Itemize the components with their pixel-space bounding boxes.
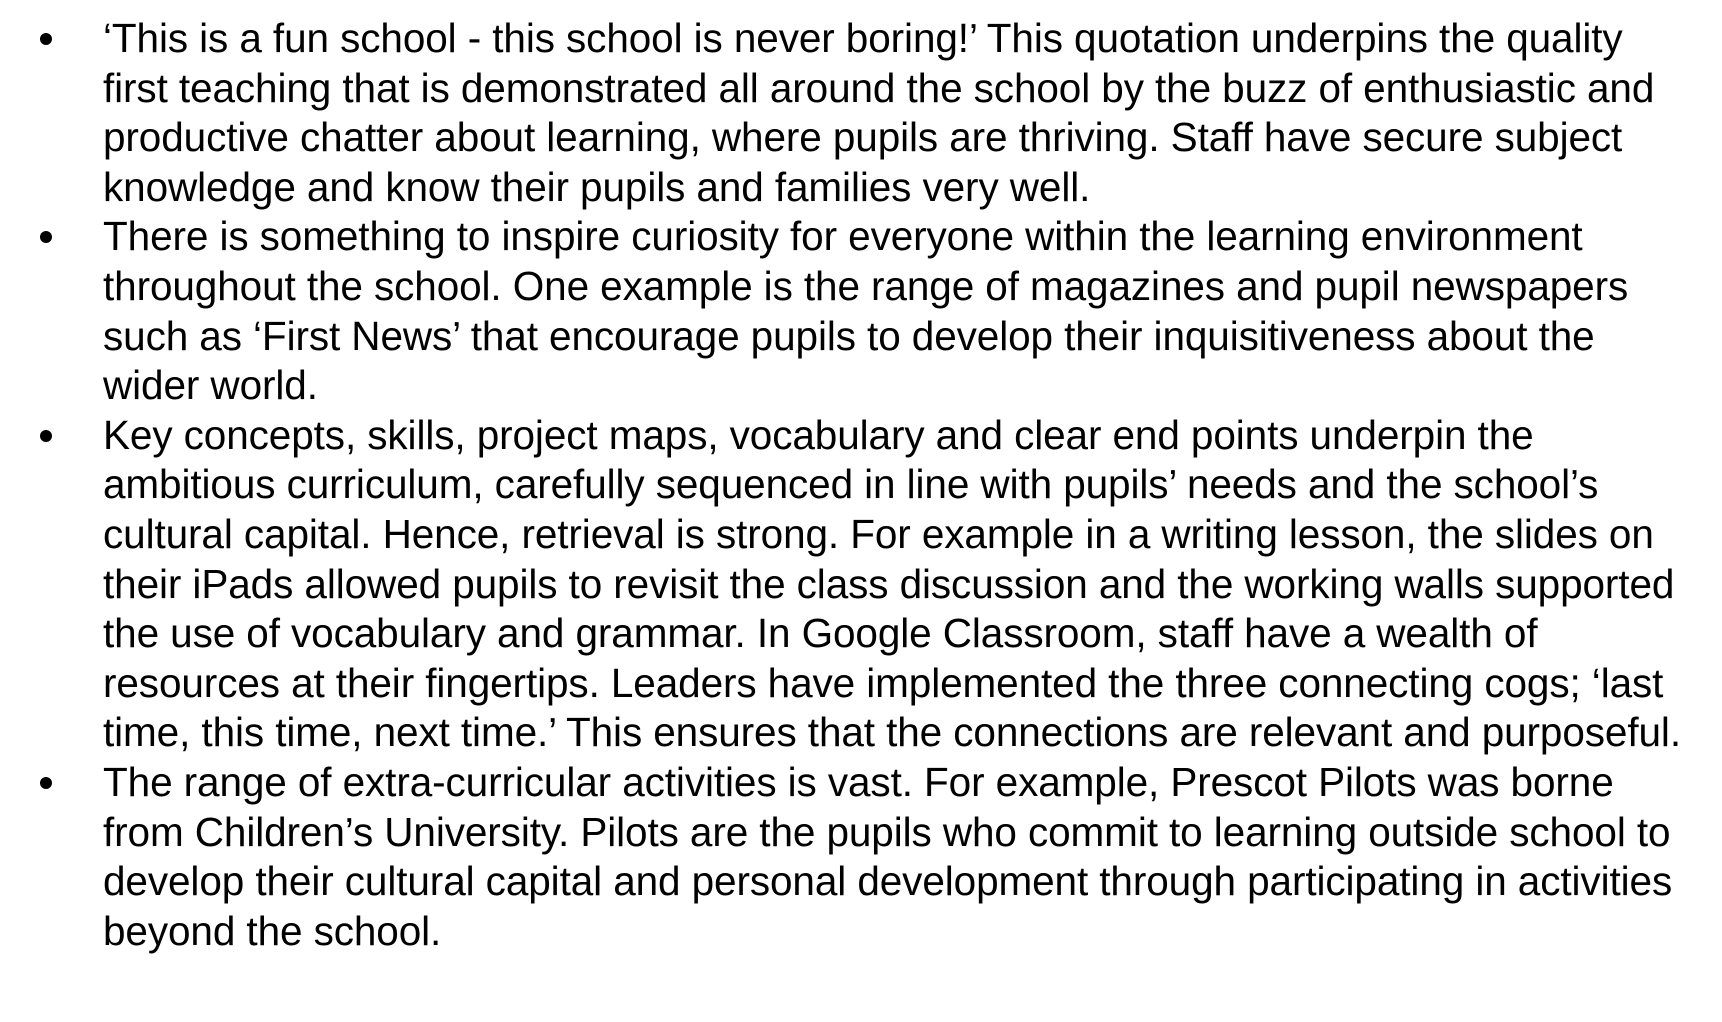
bullet-item-teaching: [32, 14, 1682, 212]
bullet-item-curiosity: [32, 212, 1682, 410]
bullet-text: ‘This is a fun school - this school is never boring!’ This quotation underpins the quality first teaching that is demonstrated all around the school by the buzz of enthusiastic and productive chatter about learning, where pupils are thriving. Staff have secure subject knowledge and know their pupils and families very well.: [103, 15, 1655, 210]
bullet-text: There is something to inspire curiosity for everyone within the learning environment throughout the school. One example is the range of magazines and pupil newspapers such as ‘First News’ that encourage pupils to develop their inquisitiveness about the wider world.: [103, 213, 1629, 409]
bullet-dot-icon: [40, 430, 52, 442]
bullet-dot-icon: [40, 231, 52, 243]
bullet-item-curriculum: [32, 411, 1682, 758]
bullet-dot-icon: [40, 33, 52, 45]
bullet-text: The range of extra-curricular activities is vast. For example, Prescot Pilots was borne from Children’s University. Pilots are the pupils who commit to learning outside school to develop their cultural capital and personal development through participating in activities beyond the school.: [103, 758, 1673, 954]
bullet-dot-icon: [40, 777, 52, 789]
bullet-text: Key concepts, skills, project maps, vocabulary and clear end points underpin the ambitious curriculum, carefully sequenced in line with pupils’ needs and the school’s cultural capital. Hence, retrieval is strong. For example in a writing lesson, the slides on their iPads allowed pupils to revisit the class discussion and the working walls supported the use of vocabulary and grammar. In Google Classroom, staff have a wealth of resources at their fingertips. Leaders have implemented the three connecting cogs; ‘last time, this time, next time.’ This ensures that the connections are relevant and purposeful.: [103, 411, 1681, 756]
bullet-list: [32, 14, 1682, 956]
bullet-item-extracurricular: [32, 758, 1682, 956]
